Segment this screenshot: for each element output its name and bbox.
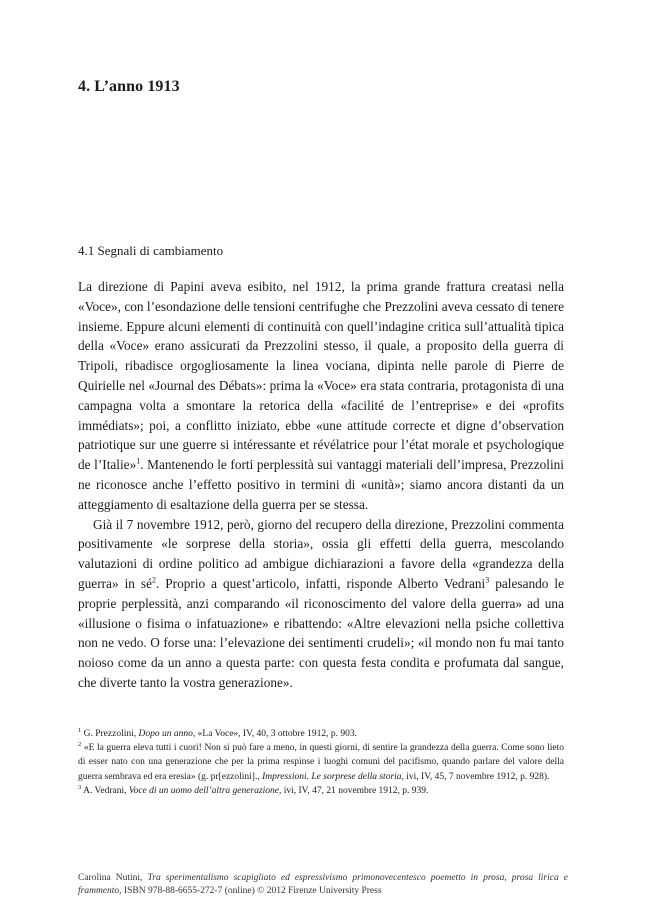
footnote-text: , ivi, IV, 45, 7 novembre 1912, p. 928).	[401, 771, 550, 782]
paragraph-1-text-a: La direzione di Papini aveva esibito, nel 1912, la prima grande frattura creatasi nella «Voce», con l’esondazione delle tensioni centrifughe che Prezzolini aveva cessato di tenere insieme. Eppure alcuni elementi di continuità con quell’indagine critica sull’attualità tipica della «Voce» erano assicurati da Prezzolini stesso, il quale, a proposito della guerra di Tripoli, ribadisce orgogliosamente la linea vociana, dipinta nelle parole di Pierre de Quirielle nel «Journal des Débats»: prima la «Voce» era stata contraria, protagonista di una campagna volta a smontare la retorica della «facilité de l’entreprise» e dei «profits immédiats»; poi, a conflitto iniziato, ebbe «une attitude correcte et digne d’observation patriotique sur une guerre si intéressante et révélatrice pour l’état morale et psychologique de l’Italie»	[78, 279, 564, 473]
footnotes	[78, 727, 564, 798]
paragraph-1-text-b: . Mantenendo le forti perplessità sui vantaggi materiali dell’impresa, Prezzolini ne riconosce anche l’effetto positivo in termini di «unità»; siamo ancora distanti da un atteggiamento di esaltazione della guerra per se stessa.	[78, 457, 564, 512]
footnote-2	[78, 741, 564, 784]
body-text	[78, 277, 564, 693]
footnote-number: 2	[78, 741, 82, 749]
footnote-ref-1: 1	[136, 456, 141, 466]
footnote-number: 1	[78, 726, 82, 734]
chapter-title: 4. L’anno 1913	[78, 78, 180, 95]
paragraph-1	[78, 277, 564, 515]
paragraph-2-text-b: . Proprio a quest’articolo, infatti, risponde Alberto Vedrani	[155, 575, 486, 591]
paragraph-2-text-a: Già il 7 novembre 1912, però, giorno del recupero della direzione, Prezzolini commenta positivamente «le sorprese della storia», ossia gli effetti della guerra, mescolando valutazioni di ordine politico ad ambigue dichiarazioni a favore della «grandezza della guerra» in sé	[78, 516, 564, 591]
page-footer	[78, 872, 568, 898]
paragraph-2-text-c: palesando le proprie perplessità, anzi comparando «il riconoscimento del valore della guerra» ad una «illusione o fisima o infatuazione» e ribattendo: «Altre elevazioni nella psiche collettiva non ne vedo. O forse una: l’elevazione dei sentimenti crudeli»; «il mondo non fu mai tanto noioso come da un anno a questa parte: con questa festa condita e profumata dal sangue, che diverte tanto la vostra generazione».	[78, 575, 564, 690]
footer-author: Carolina Nutini,	[78, 873, 148, 883]
footnote-ref-2: 2	[151, 575, 156, 585]
paragraph-2	[78, 515, 564, 693]
footer-publication-info: , ISBN 978-88-6655-272-7 (online) © 2012 Firenze University Press	[119, 886, 382, 896]
footnote-3	[78, 784, 564, 798]
footnote-ref-3: 3	[485, 575, 490, 585]
footer-book-title: Tra sperimentalismo scapigliato ed espressivismo primonovecentesco poemetto in prosa, prosa lirica e frammento	[78, 873, 568, 896]
footnote-text: , «La Voce», IV, 40, 3 ottobre 1912, p. 903.	[192, 729, 358, 739]
section-title: 4.1 Segnali di cambiamento	[78, 243, 224, 258]
footnote-text: «E la guerra eleva tutti i cuori! Non si può fare a meno, in questi giorni, di sentire la grandezza della guerra. Come sono lieto di esser nato con una generazione che per la prima respinse i luoghi comuni del pacifismo, quando parlare del valore della guerra sembrava ed era eresia» (g. pr[ezzolini].,	[78, 743, 564, 782]
footnote-1	[78, 727, 564, 741]
footnote-title: Dopo un anno	[138, 729, 193, 739]
footnote-text: , ivi, IV, 47, 21 novembre 1912, p. 939.	[278, 785, 429, 796]
footnote-title: Impressioni. Le sorprese della storia	[262, 771, 402, 782]
footnote-number: 3	[78, 783, 82, 791]
footnote-title: Voce di un uomo dell’altra generazione	[128, 785, 279, 796]
footnote-text: G. Prezzolini,	[81, 729, 139, 739]
footnote-text: A. Vedrani,	[81, 785, 129, 796]
